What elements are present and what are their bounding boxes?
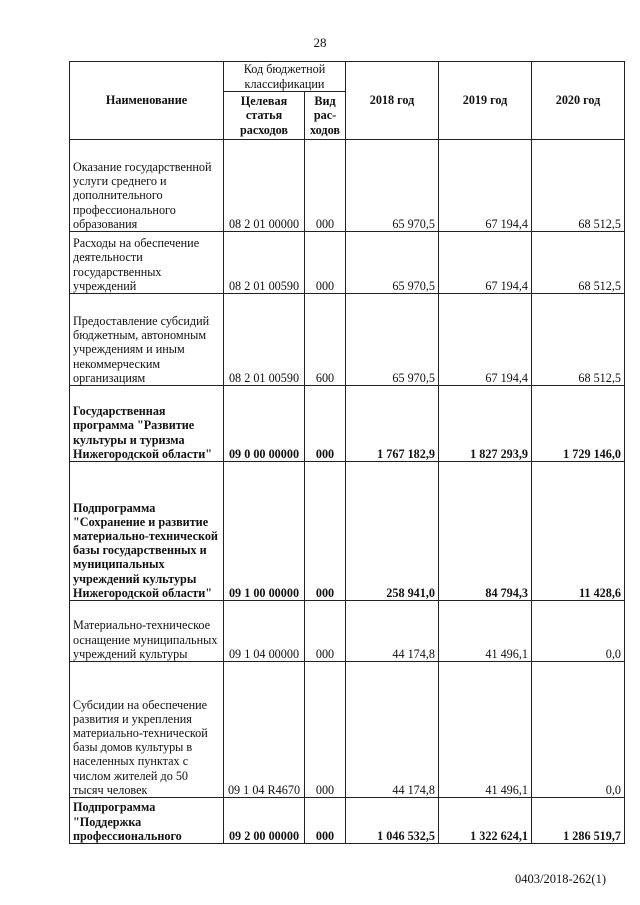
row-2019: 67 194,4 [439,294,532,386]
row-name: Субсидии на обеспечение развития и укрепления материально-технической базы домов культуры в населенных пунктах с числом жителей до 50 тысяч человек [70,662,224,798]
row-2020: 0,0 [532,601,625,662]
row-name: Подпрограмма "Поддержка профессионального [70,798,224,844]
row-2018: 258 941,0 [346,462,439,601]
row-code: 09 1 04 00000 [224,601,305,662]
row-2019: 84 794,3 [439,462,532,601]
row-2018: 44 174,8 [346,601,439,662]
row-2019: 1 322 624,1 [439,798,532,844]
budget-table [69,61,625,844]
table-row [70,294,625,386]
header-2020: 2020 год [532,62,625,140]
header-2019: 2019 год [439,62,532,140]
row-2020: 1 286 519,7 [532,798,625,844]
row-2018: 1 046 532,5 [346,798,439,844]
row-vid: 000 [305,140,346,232]
row-2018: 65 970,5 [346,140,439,232]
row-vid: 000 [305,386,346,462]
table-row [70,140,625,232]
header-expense-type: Вид рас-ходов [305,92,346,140]
page-number: 28 [313,35,327,50]
row-code: 08 2 01 00000 [224,140,305,232]
row-code: 09 1 00 00000 [224,462,305,601]
row-2020: 68 512,5 [532,294,625,386]
row-2018: 44 174,8 [346,662,439,798]
row-2020: 0,0 [532,662,625,798]
row-name: Материально-техническое оснащение муниципальных учреждений культуры [70,601,224,662]
row-vid: 000 [305,232,346,294]
row-name: Предоставление субсидий бюджетным, автономным учреждениям и иным некоммерческим организациям [70,294,224,386]
row-name: Государственная программа "Развитие культуры и туризма Нижегородской области" [70,386,224,462]
row-2019: 41 496,1 [439,601,532,662]
table-row [70,601,625,662]
row-name: Оказание государственной услуги среднего и дополнительного профессионального образования [70,140,224,232]
table-row [70,798,625,844]
table-row [70,232,625,294]
header-2018: 2018 год [346,62,439,140]
row-vid: 000 [305,798,346,844]
row-2020: 68 512,5 [532,140,625,232]
row-2020: 68 512,5 [532,232,625,294]
row-name: Подпрограмма "Сохранение и развитие материально-технической базы государственных и муниципальных учреждений культуры Нижегородской области" [70,462,224,601]
row-code: 09 1 04 R4670 [224,662,305,798]
row-2019: 67 194,4 [439,140,532,232]
row-2018: 65 970,5 [346,294,439,386]
row-2020: 11 428,6 [532,462,625,601]
table-row [70,662,625,798]
row-code: 09 2 00 00000 [224,798,305,844]
row-code: 08 2 01 00590 [224,294,305,386]
row-code: 08 2 01 00590 [224,232,305,294]
header-target-article: Целевая статья расходов [224,92,305,140]
row-vid: 000 [305,462,346,601]
row-2018: 1 767 182,9 [346,386,439,462]
row-2019: 1 827 293,9 [439,386,532,462]
row-name: Расходы на обеспечение деятельности государственных учреждений [70,232,224,294]
row-2018: 65 970,5 [346,232,439,294]
header-code-group: Код бюджетной классификации [224,62,346,92]
row-vid: 000 [305,601,346,662]
document-code: 0403/2018-262(1) [515,872,606,886]
header-name: Наименование [70,62,224,140]
row-code: 09 0 00 00000 [224,386,305,462]
row-2020: 1 729 146,0 [532,386,625,462]
table-row [70,462,625,601]
row-vid: 000 [305,662,346,798]
row-2019: 41 496,1 [439,662,532,798]
row-2019: 67 194,4 [439,232,532,294]
table-row [70,386,625,462]
row-vid: 600 [305,294,346,386]
